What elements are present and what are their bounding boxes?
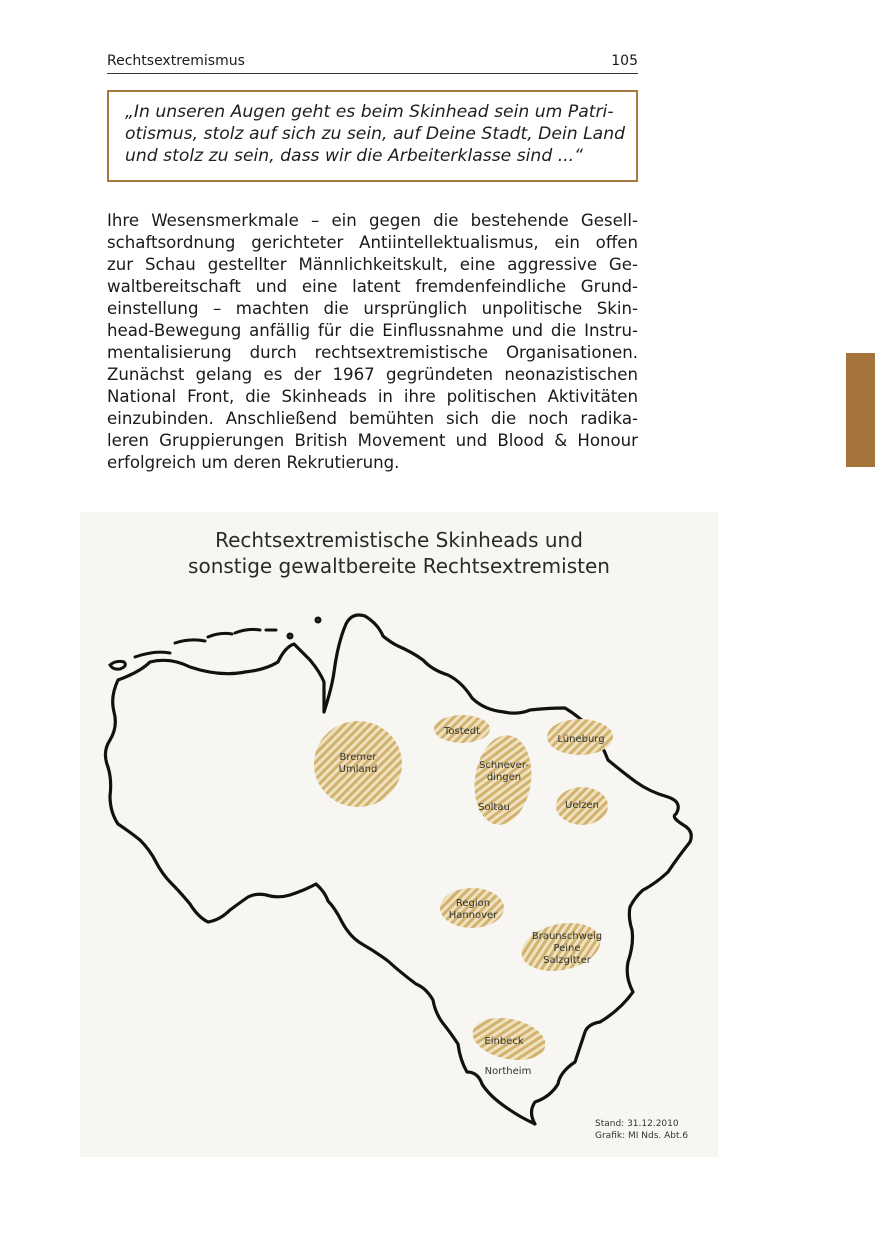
body-line: einzubinden. Anschließend bemühten sich die noch radika- bbox=[107, 409, 638, 428]
region-label-braunschweig bbox=[532, 931, 602, 967]
map-source-note bbox=[595, 1118, 688, 1142]
body-line: Zunächst gelang es der 1967 gegründeten neonazistischen bbox=[107, 365, 638, 384]
body-line: Ihre Wesensmerkmale – ein gegen die bestehende Gesell- bbox=[107, 211, 638, 230]
body-line: schaftsordnung gerichteter Antiintellektualismus, ein offen bbox=[107, 233, 638, 252]
body-line: head-Bewegung anfällig für die Einflussnahme und die Instru- bbox=[107, 321, 638, 340]
east-frisian-islands bbox=[110, 618, 320, 669]
region-label-line: Umland bbox=[338, 764, 378, 775]
running-title: Rechtsextremismus bbox=[107, 53, 245, 69]
region-label-line: Tostedt bbox=[443, 726, 481, 737]
body-line: National Front, die Skinheads in ihre politischen Aktivitäten bbox=[107, 387, 638, 406]
map-title-line-1: Rechtsextremistische Skinheads und bbox=[215, 528, 583, 552]
body-line: einstellung – machten die ursprünglich unpolitische Skin- bbox=[107, 299, 638, 318]
map-source-date: Stand: 31.12.2010 bbox=[595, 1119, 679, 1129]
region-label-bremer bbox=[339, 752, 378, 776]
body-line: waltbereitschaft und eine latent fremdenfeindliche Grund- bbox=[107, 277, 638, 296]
quote-box bbox=[107, 90, 638, 182]
region-label-line: Soltau bbox=[478, 802, 510, 813]
running-header bbox=[107, 51, 638, 74]
body-line: zur Schau gestellter Männlichkeitskult, eine aggressive Ge- bbox=[107, 255, 638, 274]
region-label-lueneburg bbox=[557, 734, 604, 746]
region-label-line: Einbeck bbox=[484, 1036, 524, 1047]
region-label-line: Uelzen bbox=[565, 800, 599, 811]
region-label-line: Braunschweig bbox=[531, 931, 603, 942]
region-label-line: Lüneburg bbox=[557, 734, 605, 745]
region-label-line: Peine bbox=[553, 943, 581, 954]
region-label-line: dingen bbox=[486, 772, 522, 783]
region-label-line: Bremer bbox=[339, 752, 377, 763]
region-label-soltau bbox=[478, 802, 510, 814]
region-label-uelzen bbox=[565, 800, 599, 812]
map-source-credit: Grafik: MI Nds. Abt.6 bbox=[595, 1131, 689, 1141]
chapter-thumb-tab bbox=[846, 353, 875, 467]
quote-line: otismus, stolz auf sich zu sein, auf Deine Stadt, Dein Land bbox=[125, 124, 626, 144]
region-label-schneverdingen bbox=[479, 760, 529, 784]
body-line: erfolgreich um deren Rekrutierung. bbox=[107, 453, 400, 472]
region-label-hannover bbox=[449, 898, 498, 922]
region-label-tostedt bbox=[444, 726, 480, 738]
region-label-line: Region bbox=[455, 898, 491, 909]
region-label-line: Northeim bbox=[484, 1066, 532, 1077]
region-label-line: Salzgitter bbox=[543, 955, 591, 966]
quote-line: „In unseren Augen geht es beim Skinhead sein um Patri- bbox=[125, 102, 614, 122]
lower-saxony-outline bbox=[105, 615, 691, 1124]
body-paragraph bbox=[107, 210, 638, 474]
quote-line: und stolz zu sein, dass wir die Arbeiterklasse sind ...“ bbox=[125, 146, 583, 166]
map-graphic bbox=[80, 512, 718, 1157]
map-title-line-2: sonstige gewaltbereite Rechtsextremisten bbox=[188, 554, 610, 578]
map-figure bbox=[80, 512, 718, 1157]
region-label-line: Hannover bbox=[448, 910, 498, 921]
page-number: 105 bbox=[611, 53, 638, 69]
body-line: leren Gruppierungen British Movement und Blood & Honour bbox=[107, 431, 638, 450]
region-label-einbeck bbox=[484, 1036, 523, 1048]
region-label-line: Schnever- bbox=[479, 760, 529, 771]
body-line: mentalisierung durch rechtsextremistische Organisationen. bbox=[107, 343, 638, 362]
region-label-northeim bbox=[485, 1066, 532, 1078]
